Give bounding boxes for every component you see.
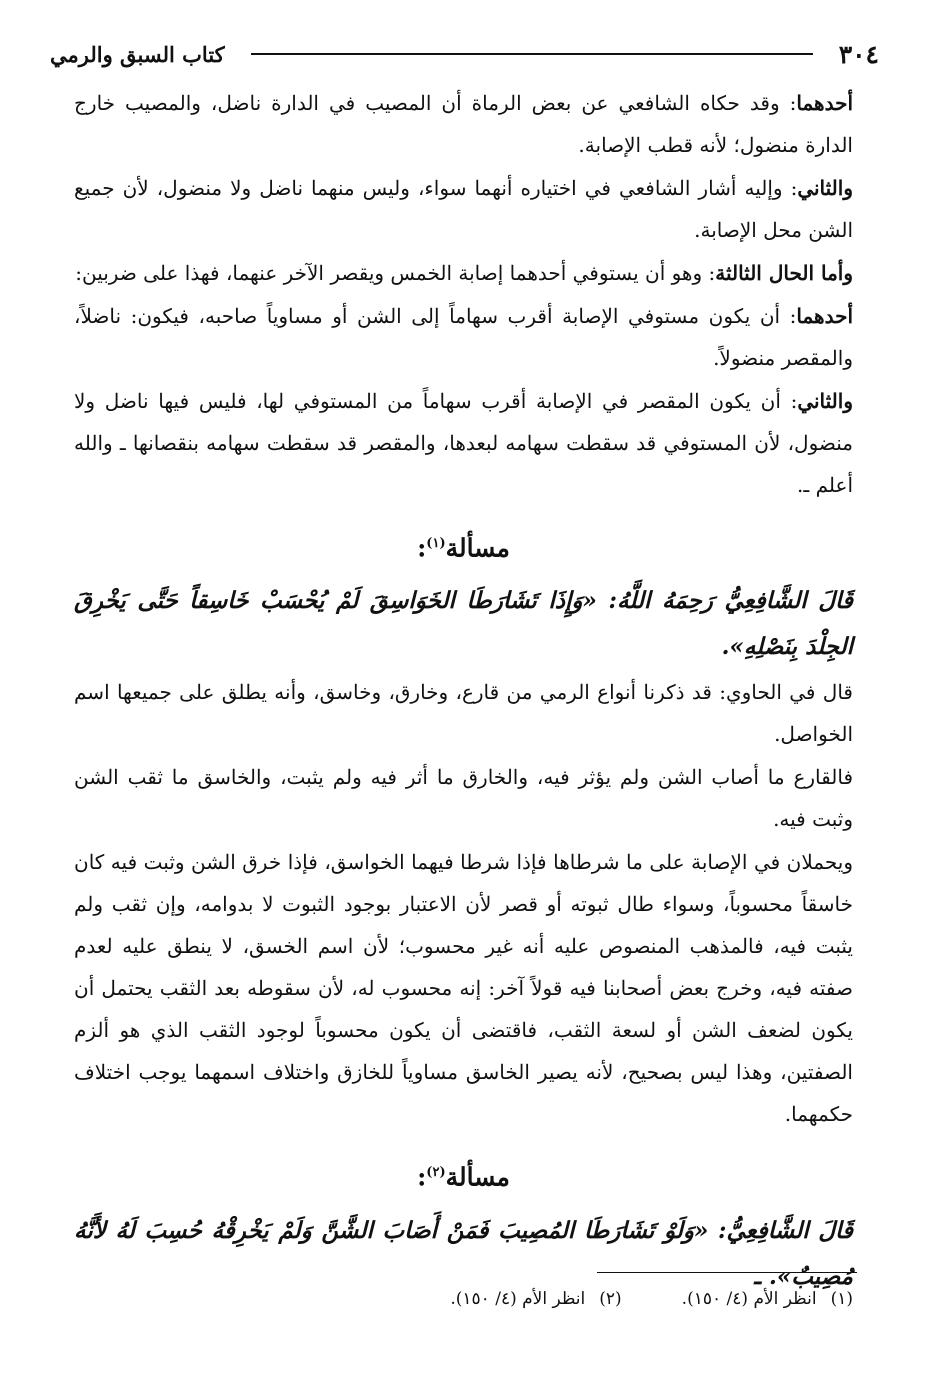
footnote-ref[interactable]: (٢) xyxy=(426,1165,446,1181)
footnote-rule xyxy=(597,1272,857,1273)
paragraph: قال في الحاوي: قد ذكرنا أنواع الرمي من قارع، وخارق، وخاسق، وأنه يطلق على جميعها اسم الخواصل. xyxy=(74,680,853,747)
page-number: ٣٠٤ xyxy=(838,39,879,69)
footnote-ref[interactable]: (١) xyxy=(426,536,446,551)
paragraph-lead: أحدهما xyxy=(796,91,853,115)
section-heading-colon: : xyxy=(417,1162,427,1192)
section-heading xyxy=(74,522,853,570)
paragraph-text: : أن يكون مستوفي الإصابة أقرب سهاماً إلى الشن أو مساوياً صاحبه، فيكون: ناضلاً، والمقصر منضولاً. xyxy=(74,304,853,370)
paragraph-lead: والثاني xyxy=(797,389,853,413)
paragraph-lead: وأما الحال الثالثة xyxy=(715,261,853,285)
paragraph xyxy=(74,252,853,294)
paragraph-text: : وإليه أشار الشافعي في اختياره أنهما سواء، وليس منهما ناضل ولا منضول، لأن جميع الشن محل الإصابة. xyxy=(74,176,853,242)
footnote-text: انظر الأم (٤/ ١٥٠). xyxy=(450,1289,586,1309)
header-rule xyxy=(251,53,813,55)
paragraph: ويحملان في الإصابة على ما شرطاها فإذا شرطا فيهما الخواسق، فإذا خرق الشن وثبت فيه كان خاسقاً محسوباً، وسواء طال ثبوته أو قصر لأن الاعتبار بوجود الثبوت لا بدوامه، وإن ثقب ولم يثبت فيه، فالمذهب المنصوص عليه أنه غير محسوب؛ لأن اسم الخسق، لا ينطق عليه لعدم صفته فيه، وخرج بعض أصحابنا فيه قولاً آخر: إنه محسوب له، لأن سقوطه بعد الثقب يحتمل أن يكون لضعف الشن أو لسعة الثقب، فاقتضى أن يكون محسوباً لوجود الثقب الذي هو ألزم الصفتين، وهذا ليس بصحيح، لأنه يصير الخاسق مساوياً للخازق واختلاف اسمهما يوجب اختلاف حكمهما. xyxy=(74,850,854,1127)
paragraph-lead: والثاني xyxy=(797,176,853,200)
paragraph: فالقارع ما أصاب الشن ولم يؤثر فيه، والخارق ما أثر فيه ولم يثبت، والخاسق ما ثقب الشن وثبت فيه. xyxy=(74,765,853,832)
footnote-number: (٢) xyxy=(599,1289,622,1309)
section-heading-text: مسألة xyxy=(445,1162,510,1192)
quoted-text: قَالَ الشَّافِعِيُّ رَحِمَهُ اللَّهُ: «وَإِذَا تَشَارَطَا الخَوَاسِقَ لَمْ يُحْسَبْ خَاسِقاً حَتَّى يَخْرِقَ الجِلْدَ بِنَصْلِهِ». xyxy=(74,587,853,661)
paragraph-text: : أن يكون المقصر في الإصابة أقرب سهاماً من المستوفي لها، فليس فيها ناضل ولا منضول، لأن المستوفي قد سقطت سهامه لبعدها، والمقصر قد سقطت سهامه بنقصانها ـ والله أعلم ـ. xyxy=(74,389,853,497)
paragraph xyxy=(74,295,853,379)
footnote xyxy=(682,1284,853,1314)
footnote-number: (١) xyxy=(830,1289,853,1309)
quoted-text: قَالَ الشَّافِعِيُّ: «وَلَوْ تَشَارَطَا المُصِيبَ فَمَنْ أَصَابَ الشَّنَّ وَلَمْ يَخْرِقْهُ حُسِبَ لَهُ لأَنَّهُ مُصِيبٌ». ـ xyxy=(74,1216,853,1290)
page-body xyxy=(74,82,853,1300)
section-heading-text: مسألة xyxy=(445,533,510,563)
footnote-text: انظر الأم (٤/ ١٥٠). xyxy=(681,1289,817,1309)
section-heading-colon: : xyxy=(417,533,427,563)
paragraph-text: : وهو أن يستوفي أحدهما إصابة الخمس ويقصر الآخر عنهما، فهذا على ضربين: xyxy=(75,261,716,285)
paragraph xyxy=(74,82,853,166)
paragraph xyxy=(74,167,853,251)
running-title: كتاب السبق والرمي xyxy=(50,41,225,67)
page-header xyxy=(50,34,879,74)
paragraph-lead: أحدهما xyxy=(796,304,853,328)
section-heading xyxy=(74,1151,853,1199)
paragraph xyxy=(74,380,853,506)
paragraph-text: : وقد حكاه الشافعي عن بعض الرماة أن المصيب في الدارة ناضل، والمصيب خارج الدارة منضول؛ لأنه قطب الإصابة. xyxy=(74,91,853,157)
footnote xyxy=(450,1284,621,1314)
footnotes xyxy=(60,1284,853,1314)
